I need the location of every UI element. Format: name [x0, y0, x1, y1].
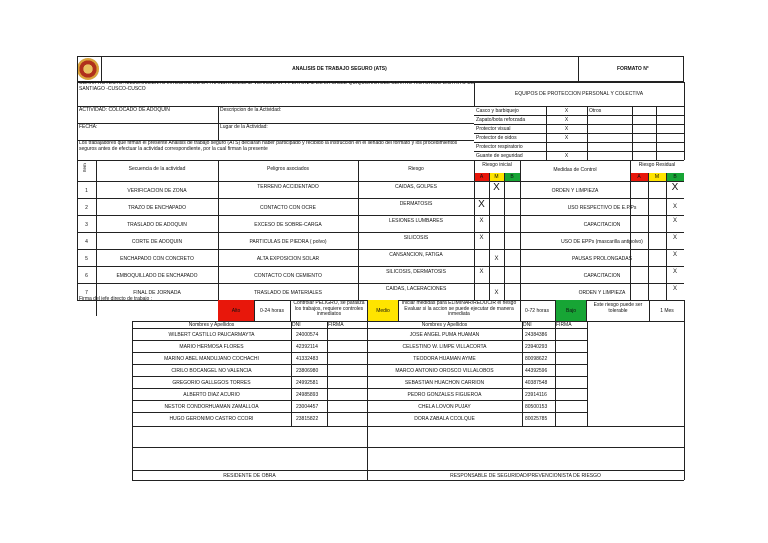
- worker-dni: 23806980: [296, 368, 319, 374]
- row-secuencia: CORTE DE ADOQUIN: [131, 239, 183, 245]
- dni-header: DNI: [523, 322, 532, 328]
- row-secuencia: TRASLADO DE ADOQUIN: [127, 222, 187, 228]
- worker-name: PEDRO GONZALES FIGUEROA: [407, 392, 482, 398]
- epp-mark: X: [564, 108, 569, 114]
- declaracion-text: Los trabajadores que firman el presente Analisis de trabajo seguro (ATS) declaran haber participado y recibido la instruccion en el llenado del formato y los procedimientos seguros antes de efectuar la actividad correspondiente, por la cual firman la presente: [79, 141, 458, 152]
- worker-dni: 80025785: [525, 416, 548, 422]
- worker-dni: 23914116: [525, 392, 547, 398]
- row-number: 3: [85, 222, 88, 228]
- row-ri-mark: X: [478, 199, 485, 210]
- epp-label: Protector visual: [476, 126, 511, 132]
- b-label: B: [673, 174, 677, 180]
- worker-dni: 24992581: [296, 380, 319, 386]
- lugar-label: Lugar de la Actividad:: [220, 124, 268, 130]
- worker-dni: 40387548: [525, 380, 548, 386]
- worker-dni: 23815822: [296, 416, 319, 422]
- riesgo-residual-header: Riesgo Residual: [638, 162, 676, 168]
- row-riesgo: CAIDAS, LACERACIONES: [385, 286, 447, 292]
- row-medida: CAPACITACION: [583, 222, 621, 228]
- epp-label: Zapato/bota reforzada: [476, 117, 526, 123]
- row-ri-mark: X: [479, 235, 484, 241]
- row-number: 5: [85, 256, 88, 262]
- worker-name: MARINO ABEL MANDUJANO COCHACHI: [164, 356, 259, 362]
- row-number: 7: [85, 290, 88, 296]
- row-riesgo: CAIDAS, GOLPES: [395, 184, 437, 190]
- epp-mark: X: [564, 117, 569, 123]
- worker-name: MARCO ANTONIO OROSCO VILLALOBOS: [395, 368, 494, 374]
- row-rr-mark: X: [672, 204, 677, 210]
- fecha-label: FECHA:: [79, 124, 98, 130]
- formato-label: FORMATO N°: [617, 66, 649, 72]
- row-rr-mark: X: [672, 218, 677, 224]
- b-label: B: [510, 174, 514, 180]
- epp-label: Casco y barbiquejo: [476, 108, 519, 114]
- epp-label: Guante de seguridad: [476, 153, 523, 159]
- row-riesgo: LESIONES LUMBARES: [389, 218, 443, 224]
- worker-name: WILBERT CASTILLO PAUCARMAYTA: [168, 332, 255, 338]
- worker-dni: 24985893: [296, 392, 319, 398]
- row-medida: ORDEN Y LIMPIEZA: [551, 188, 599, 194]
- dni-header: DNI: [292, 322, 301, 328]
- epp-title: EQUIPOS DE PROTECCION PERSONAL Y COLECTIVA: [514, 91, 644, 97]
- secuencia-column-header: Secuencia de la actividad: [128, 166, 186, 172]
- row-rr-mark: X: [672, 269, 677, 275]
- worker-name: SEBASTIAN HUACHON CARRION: [404, 380, 485, 386]
- nombres-header: Nombres y Apellidos: [421, 322, 468, 328]
- row-secuencia: FINAL DE JORNADA: [133, 290, 181, 296]
- worker-name: JOSE ANGEL PUMA HUAMAN: [409, 332, 480, 338]
- row-peligro: CONTACTO CON CEMIENTO: [254, 273, 322, 279]
- worker-name: CIRILO BOCANGEL NO VALENCIA: [171, 368, 252, 374]
- row-riesgo: DERMATOSIS: [399, 201, 433, 207]
- worker-name: CELESTINO W. LIMPE VILLACORTA: [402, 344, 487, 350]
- row-riesgo: CANSANCION, FATIGA: [389, 252, 443, 258]
- row-peligro: ALTA EXPOSICION SOLAR: [256, 256, 320, 262]
- row-peligro: CONTACTO CON OCRE: [260, 205, 316, 211]
- worker-dni: 23940293: [525, 344, 548, 350]
- medio-description: Iniciar medidas para ELIMINAR/REDUCIR el riesgo Evaluar si la accion se puede ejecutar de manera inmediata: [401, 300, 517, 317]
- worker-name: NESTOR CONDORHUAMAN ZAMALLOA: [164, 404, 259, 410]
- m-label: M: [654, 174, 660, 180]
- row-medida: USO DE EPPs (mascarilla antipolvo): [561, 239, 643, 245]
- epp-label: Protector respiratorio: [476, 144, 523, 150]
- descripcion-label: Descripcion de la Actividad:: [220, 107, 282, 113]
- worker-name: CHELA LOVON PUJAY: [418, 404, 471, 410]
- row-secuencia: EMBOQUILLADO DE ENCHAPADO: [116, 273, 198, 279]
- row-peligro: PARTICULAS DE PIEDRA ( polvo): [249, 239, 327, 245]
- epp-label: Protector de oidos: [476, 135, 517, 141]
- item-column-header: Item: [82, 163, 87, 172]
- row-peligro: EXCESO DE SOBRE-CARGA: [254, 222, 322, 228]
- alto-description: Controlar PELIGRO, se paraliza los trabajos, requiere controles inmediatos: [293, 300, 365, 317]
- row-ri-mark: X: [494, 256, 499, 262]
- epp-mark: X: [564, 126, 569, 132]
- worker-dni: 24000574: [296, 332, 319, 338]
- bajo-legend-label: Bajo: [565, 308, 576, 314]
- worker-dni: 41332483: [296, 356, 319, 362]
- bajo-time: 1 Mes: [660, 308, 674, 314]
- alto-legend-label: Alto: [231, 308, 241, 314]
- row-rr-mark: X: [671, 182, 679, 193]
- actividad-text: ACTIVIDAD: COLOCADO DE ADOQUIN: [79, 107, 170, 113]
- row-ri-mark: X: [479, 269, 484, 275]
- row-peligro: TERRENO ACCIDENTADO: [257, 184, 319, 190]
- row-peligro: TRASLADO DE MATERIALES: [254, 290, 322, 296]
- row-secuencia: ENCHAPADO CON CONCRETO: [120, 256, 194, 262]
- row-ri-mark: X: [494, 290, 499, 296]
- firma-header: FIRMA: [556, 322, 572, 328]
- worker-name: MARIO HERMOSA FLORES: [179, 344, 244, 350]
- firma-header: FIRMA: [328, 322, 344, 328]
- epp-mark: X: [564, 153, 569, 159]
- medidas-column-header: Medidas de Control: [553, 167, 597, 173]
- row-riesgo: SILICOSIS, DERMATOSIS: [386, 269, 446, 275]
- row-secuencia: TRAZO DE ENCHAPADO: [128, 205, 186, 211]
- row-medida: CAPACITACION: [583, 273, 621, 279]
- worker-name: TEODORA HUAMAN AYME: [413, 356, 476, 362]
- row-rr-mark: X: [672, 286, 677, 292]
- epp-otros-label: Otros: [589, 108, 602, 114]
- row-secuencia: VERIFICACION DE ZONA: [127, 188, 187, 194]
- row-ri-mark: X: [493, 182, 500, 193]
- row-number: 1: [85, 188, 88, 194]
- row-ri-mark: X: [479, 218, 484, 224]
- worker-dni: 42392114: [296, 344, 318, 350]
- alto-time: 0-24 horas: [260, 308, 284, 314]
- firma-jefe-label: Firma del jefe directo de trabajo :: [79, 296, 153, 302]
- a-label: A: [479, 174, 484, 180]
- responsable-caption: RESPONSABLE DE SEGURIDAD/PREVENCIONISTA DE RIESGO: [450, 473, 601, 479]
- worker-name: HUGO GERONIMO CASTRO CCORI: [169, 416, 254, 422]
- riesgo-inicial-header: Riesgo inicial: [482, 162, 512, 168]
- worker-dni: 80098622: [525, 356, 548, 362]
- peligros-column-header: Peligros asociados: [267, 166, 309, 172]
- medio-time: 0-72 horas: [525, 308, 549, 314]
- worker-dni: 23004457: [296, 404, 319, 410]
- row-riesgo: SILICOSIS: [403, 235, 429, 241]
- worker-dni: 80500153: [525, 404, 548, 410]
- row-rr-mark: X: [672, 252, 677, 258]
- residente-caption: RESIDENTE DE OBRA: [223, 473, 276, 479]
- worker-name: GREGORIO GALLEGOS TORRES: [172, 380, 251, 386]
- worker-name: DORA ZABALA CCOLQUE: [414, 416, 475, 422]
- medio-legend-label: Medio: [376, 308, 390, 314]
- row-rr-mark: X: [672, 235, 677, 241]
- row-number: 4: [85, 239, 88, 245]
- row-number: 2: [85, 205, 88, 211]
- epp-mark: X: [564, 135, 569, 141]
- page-title: ANALISIS DE TRABAJO SEGURO (ATS): [292, 66, 387, 72]
- a-label: A: [637, 174, 641, 180]
- row-medida: ORDEN Y LIMPIEZA: [578, 290, 626, 296]
- worker-dni: 24384386: [525, 332, 548, 338]
- riesgo-column-header: Riesgo: [408, 166, 424, 172]
- row-medida: USO RESPECTIVO DE E.P.Ps: [567, 205, 637, 211]
- worker-name: ALBERTO DIAZ ACURIO: [183, 392, 240, 398]
- obra-text: OBRA/PROYECTO: MEJORAMIENTO INTEGRAL DE LA TRANSITABILIDAD VEHICULAR Y PEATONAL DE LA CALLE QUIQUIJANA DEL CENTRO HISTORICO DISTRITO DE SANTIAGO -CUSCO-CUSCO: [79, 81, 475, 92]
- m-label: M: [494, 174, 499, 180]
- row-medida: PAUSAS PROLONGADAS: [572, 256, 632, 262]
- nombres-header: Nombres y Apellidos: [188, 322, 235, 328]
- row-number: 6: [85, 273, 88, 279]
- bajo-description: Este riesgo puede ser tolerable: [593, 302, 643, 314]
- worker-dni: 44392596: [525, 368, 548, 374]
